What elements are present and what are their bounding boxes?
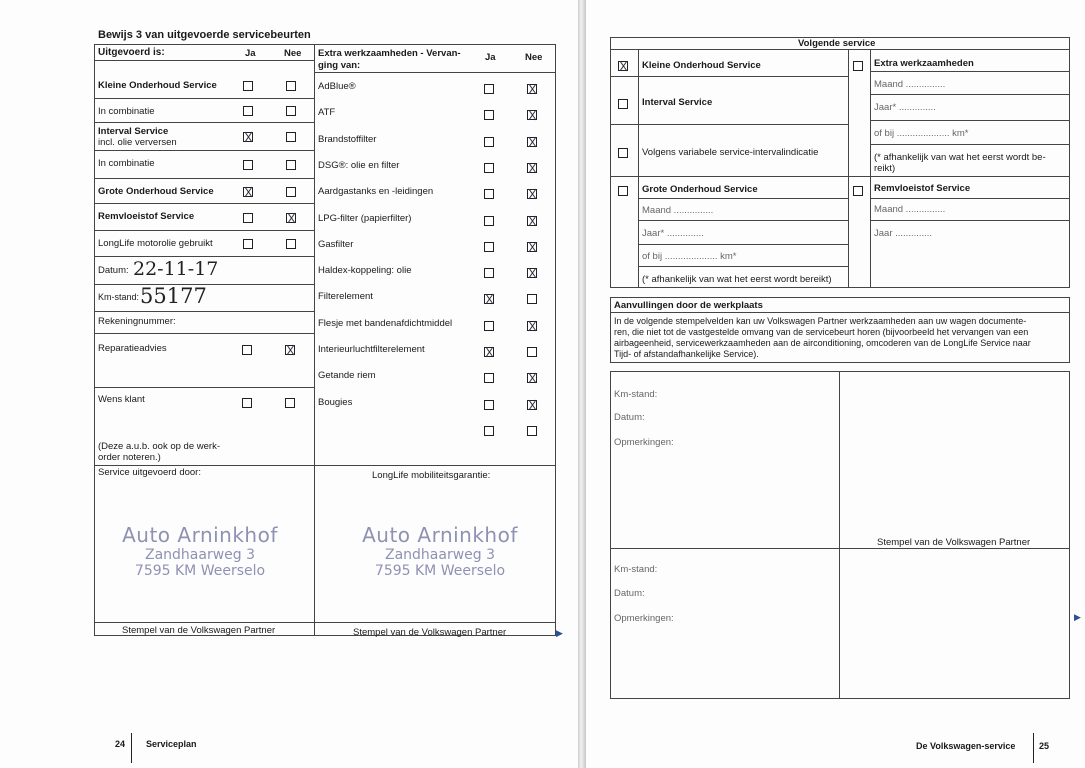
extra-ja-checkbox[interactable] — [484, 321, 494, 331]
service-row-label: Interval Service — [98, 126, 169, 137]
footer-title: Serviceplan — [146, 739, 197, 749]
extra-ja-checkbox[interactable] — [484, 216, 494, 226]
service-ja-checkbox[interactable] — [243, 81, 253, 91]
service-ja-checkbox[interactable] — [243, 213, 253, 223]
service-door-label: Service uitgevoerd door: — [98, 467, 201, 478]
service-nee-checkbox[interactable] — [286, 187, 296, 197]
extra-jaar[interactable]: Jaar* .............. — [874, 102, 936, 113]
service-nee-checkbox[interactable] — [286, 106, 296, 116]
extra-row-label: Flesje met bandenafdichtmiddel — [318, 317, 453, 329]
extra-nee-checkbox[interactable] — [527, 347, 537, 357]
volgens-label: Volgens variabele service-intervalindicatie — [642, 147, 819, 158]
rekening-label: Rekeningnummer: — [98, 316, 176, 327]
grote-checkbox[interactable] — [618, 186, 628, 196]
service-row-label: In combinatie — [98, 106, 155, 117]
longlife-label: LongLife mobiliteitsgarantie: — [372, 470, 491, 481]
grote-ofbij[interactable]: of bij .................... km* — [642, 251, 737, 262]
extra-nee-checkbox[interactable] — [527, 84, 537, 94]
kmstand-label-2: Km-stand: — [614, 564, 658, 575]
rem-checkbox[interactable] — [853, 186, 863, 196]
extra-row-label: DSG®: olie en filter — [318, 159, 400, 171]
extra-ja-checkbox[interactable] — [484, 110, 494, 120]
extra-ja-checkbox[interactable] — [484, 163, 494, 173]
extra-row-label: AdBlue® — [318, 81, 356, 92]
extra-nee-checkbox[interactable] — [527, 426, 537, 436]
right-page — [586, 0, 1085, 768]
footer-page-number: 24 — [115, 739, 126, 749]
wens-ja-checkbox[interactable] — [242, 398, 252, 408]
extra-ja-checkbox[interactable] — [484, 84, 494, 94]
datum-label-1: Datum: — [614, 412, 645, 423]
kleine-checkbox[interactable] — [618, 61, 628, 71]
kleine-label: Kleine Onderhoud Service — [642, 60, 761, 71]
extra-ja-checkbox[interactable] — [484, 294, 494, 304]
rem-jaar[interactable]: Jaar .............. — [874, 228, 933, 239]
book-gutter — [578, 0, 586, 768]
extra-row-label: Bougies — [318, 396, 353, 408]
arrow-right-icon: ▶ — [556, 628, 563, 638]
extra-row-label: Brandstoffilter — [318, 133, 377, 145]
dealer-stamp-left: Auto Arninkhof Zandhaarweg 3 7595 KM Weerselo — [122, 523, 278, 579]
opmerkingen-label-2: Opmerkingen: — [614, 613, 674, 624]
extra-row-label: Gasfilter — [318, 238, 354, 250]
extra-nee-checkbox[interactable] — [527, 321, 537, 331]
service-row-sublabel: incl. olie verversen — [98, 137, 177, 148]
extra-row-label: Aardgastanks en -leidingen — [318, 186, 434, 198]
extra-nee-checkbox[interactable] — [527, 189, 537, 199]
extra-nee-checkbox[interactable] — [527, 137, 537, 147]
extra-ja-checkbox[interactable] — [484, 373, 494, 383]
header-extra-ja: Ja — [485, 52, 496, 63]
extra-row-label: Filterelement — [318, 291, 373, 303]
header-nee: Nee — [284, 48, 302, 59]
extra-nee-checkbox[interactable] — [527, 216, 537, 226]
dealer-stamp-right: Auto Arninkhof Zandhaarweg 3 7595 KM Weerselo — [362, 523, 518, 579]
extra-nee-checkbox[interactable] — [527, 294, 537, 304]
stempel-label-1: Stempel van de Volkswagen Partner — [877, 537, 1031, 548]
extra-ja-checkbox[interactable] — [484, 347, 494, 357]
extra-ja-checkbox[interactable] — [484, 426, 494, 436]
extra-afh-2: reikt) — [874, 163, 896, 174]
extra-row-label: Haldex-koppeling: olie — [318, 265, 412, 277]
kmstand-label: Km-stand: — [98, 292, 140, 302]
extra-ja-checkbox[interactable] — [484, 400, 494, 410]
extra-nee-checkbox[interactable] — [527, 400, 537, 410]
kmstand-label-1: Km-stand: — [614, 389, 658, 400]
volgende-service-header: Volgende service — [798, 38, 876, 49]
note-line-2: order noteren.) — [98, 452, 161, 463]
service-ja-checkbox[interactable] — [243, 160, 253, 170]
form-title: Bewijs 3 van uitgevoerde servicebeurten — [98, 29, 311, 41]
service-row-label: In combinatie — [98, 158, 155, 169]
aanvullingen-line: In de volgende stempelvelden kan uw Volkswagen Partner werkzaamheden aan uw wagen documente- — [614, 316, 1027, 326]
volgens-checkbox[interactable] — [618, 148, 628, 158]
header-extra-2: ging van: — [318, 60, 361, 71]
service-nee-checkbox[interactable] — [286, 213, 296, 223]
aanvullingen-line: airbageenheid, servicewerkzaamheden aan de airconditioning, omcoderen van de LongLife Service naar — [614, 338, 1031, 348]
service-row-label: Remvloeistof Service — [98, 211, 195, 222]
interval-label: Interval Service — [642, 97, 713, 108]
opmerkingen-label-1: Opmerkingen: — [614, 437, 674, 448]
extra-label: Extra werkzaamheden — [874, 58, 974, 69]
service-nee-checkbox[interactable] — [286, 81, 296, 91]
extra-afh-1: (* afhankelijk van wat het eerst wordt be- — [874, 152, 1046, 163]
service-row-label: LongLife motorolie gebruikt — [98, 238, 213, 249]
service-row-label: Kleine Onderhoud Service — [98, 80, 217, 91]
datum-label: Datum: — [98, 265, 129, 276]
footer-page-number-right: 25 — [1039, 741, 1050, 751]
service-row-label: Grote Onderhoud Service — [98, 186, 214, 197]
note-line-1: (Deze a.u.b. ook op de werk- — [98, 441, 220, 452]
extra-row-label: LPG-filter (papierfilter) — [318, 212, 412, 224]
stempel-label-right: Stempel van de Volkswagen Partner — [353, 627, 507, 638]
grote-label: Grote Onderhoud Service — [642, 184, 758, 195]
service-ja-checkbox[interactable] — [243, 132, 253, 142]
service-ja-checkbox[interactable] — [243, 106, 253, 116]
stempel-label-left: Stempel van de Volkswagen Partner — [122, 625, 276, 636]
aanvullingen-title: Aanvullingen door de werkplaats — [614, 300, 763, 311]
extra-nee-checkbox[interactable] — [527, 242, 537, 252]
extra-ja-checkbox[interactable] — [484, 189, 494, 199]
kmstand-value[interactable]: 55177 — [140, 284, 207, 308]
stamp-fields-box — [610, 371, 1070, 699]
header-ja: Ja — [245, 48, 256, 59]
extra-maand[interactable]: Maand ............... — [874, 79, 946, 90]
grote-maand[interactable]: Maand ............... — [642, 205, 714, 216]
extra-row-label: ATF — [318, 107, 336, 119]
extra-row-label: Getande riem — [318, 370, 376, 382]
service-nee-checkbox[interactable] — [286, 160, 296, 170]
datum-value[interactable]: 22-11-17 — [133, 258, 219, 280]
rem-label: Remvloeistof Service — [874, 183, 971, 194]
header-uitgevoerd: Uitgevoerd is: — [98, 47, 165, 58]
extra-row-label: Interieurluchtfilterelement — [318, 344, 425, 355]
grote-afhankelijk: (* afhankelijk van wat het eerst wordt bereikt) — [642, 274, 832, 285]
service-ja-checkbox[interactable] — [243, 187, 253, 197]
rem-maand[interactable]: Maand ............... — [874, 204, 946, 215]
service-nee-checkbox[interactable] — [286, 239, 296, 249]
grote-jaar[interactable]: Jaar* .............. — [642, 228, 704, 239]
extra-ja-checkbox[interactable] — [484, 268, 494, 278]
wens-label: Wens klant — [98, 394, 145, 405]
arrow-right-icon: ▶ — [1074, 612, 1081, 622]
footer-title-right: De Volkswagen-service — [916, 741, 1016, 751]
reparatie-ja-checkbox[interactable] — [242, 345, 252, 355]
extra-nee-checkbox[interactable] — [527, 373, 537, 383]
aanvullingen-line: Tijd- of afstandafhankelijke Service). — [614, 349, 759, 359]
datum-label-2: Datum: — [614, 588, 645, 599]
wens-nee-checkbox[interactable] — [285, 398, 295, 408]
extra-ja-checkbox[interactable] — [484, 137, 494, 147]
extra-checkbox[interactable] — [853, 61, 863, 71]
reparatie-nee-checkbox[interactable] — [285, 345, 295, 355]
aanvullingen-line: ren, die niet tot de vastgestelde omvang van de servicebeurt horen (bijvoorbeeld het vervangen van een — [614, 327, 1029, 337]
service-ja-checkbox[interactable] — [243, 239, 253, 249]
extra-ofbij[interactable]: of bij .................... km* — [874, 128, 969, 139]
extra-ja-checkbox[interactable] — [484, 242, 494, 252]
header-extra: Extra werkzaamheden - Vervan- — [318, 48, 461, 59]
extra-nee-checkbox[interactable] — [527, 163, 537, 173]
extra-nee-checkbox[interactable] — [527, 110, 537, 120]
interval-checkbox[interactable] — [618, 99, 628, 109]
header-extra-nee: Nee — [525, 52, 543, 63]
extra-nee-checkbox[interactable] — [527, 268, 537, 278]
reparatie-label: Reparatieadvies — [98, 343, 167, 354]
column-divider — [314, 44, 315, 636]
service-nee-checkbox[interactable] — [286, 132, 296, 142]
